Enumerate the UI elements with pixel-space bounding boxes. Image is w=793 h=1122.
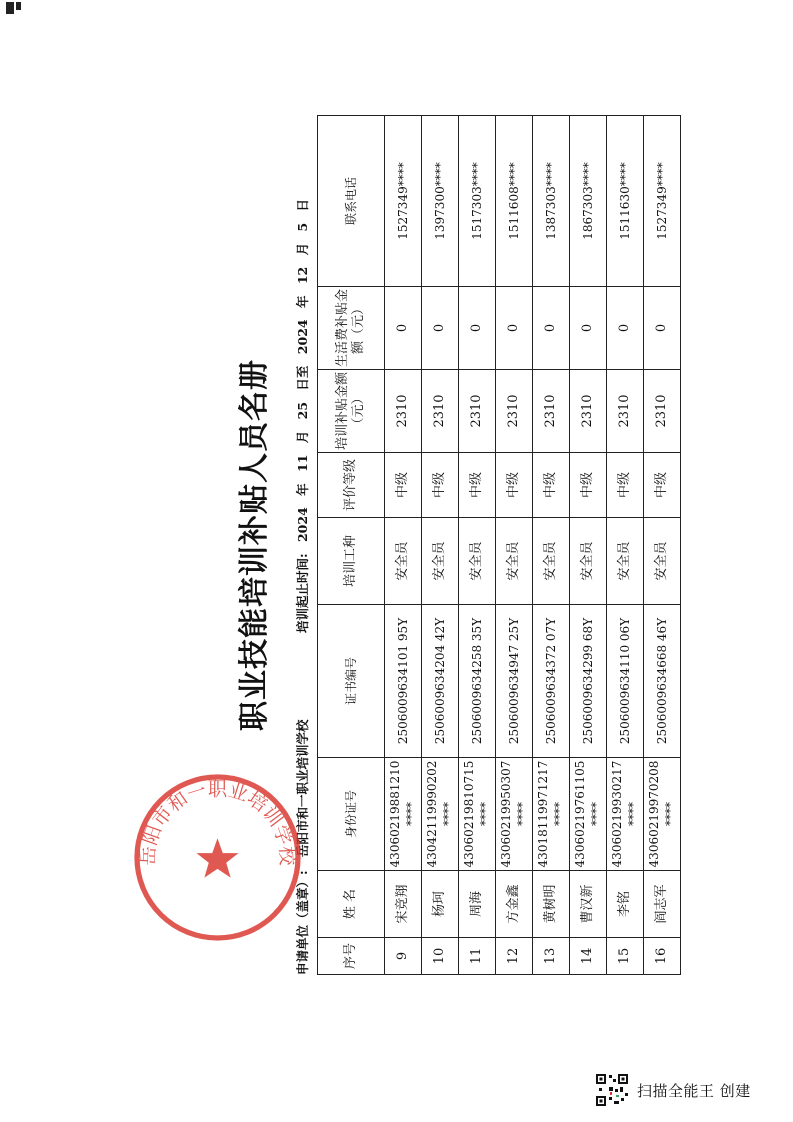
- cell-cert-number: 2506009634110 06Y: [607, 605, 644, 758]
- period-start-month: 11: [295, 454, 310, 472]
- cell-name: 方金鑫: [496, 871, 533, 938]
- cell-living-subsidy: 0: [422, 287, 459, 370]
- cell-training-type: 安全员: [533, 518, 570, 605]
- cell-seq: 15: [607, 938, 644, 975]
- table-row: [496, 116, 533, 975]
- cell-cert-number: 2506009634372 07Y: [533, 605, 570, 758]
- cell-level: 中级: [607, 453, 644, 518]
- header-cert-number: 证书编号: [318, 605, 385, 758]
- official-seal: [130, 770, 305, 945]
- cell-level: 中级: [496, 453, 533, 518]
- training-period: [293, 192, 311, 633]
- cell-id-number: 43060219881210****: [385, 758, 422, 871]
- cell-training-type: 安全员: [459, 518, 496, 605]
- cell-living-subsidy: 0: [533, 287, 570, 370]
- cell-living-subsidy: 0: [385, 287, 422, 370]
- cell-id-number: 43060219810715****: [459, 758, 496, 871]
- cell-phone: 1527349****: [644, 116, 681, 287]
- cell-training-type: 安全员: [570, 518, 607, 605]
- cell-training-subsidy: 2310: [607, 370, 644, 453]
- cell-level: 中级: [570, 453, 607, 518]
- cell-living-subsidy: 0: [607, 287, 644, 370]
- period-end-day: 5: [295, 222, 310, 232]
- cell-cert-number: 2506009634947 25Y: [496, 605, 533, 758]
- header-seq: 序号: [318, 938, 385, 975]
- cell-training-subsidy: 2310: [385, 370, 422, 453]
- cell-level: 中级: [644, 453, 681, 518]
- cell-id-number: 43060219930217****: [607, 758, 644, 871]
- seal-text: 岳阳市和一职业培训学校: [136, 777, 299, 866]
- cell-seq: 11: [459, 938, 496, 975]
- cell-name: 阎志军: [644, 871, 681, 938]
- cell-training-subsidy: 2310: [533, 370, 570, 453]
- document-sheet: [225, 115, 793, 975]
- cell-training-subsidy: 2310: [422, 370, 459, 453]
- year-word: 年: [295, 483, 310, 496]
- period-start-year: 2024: [295, 507, 310, 543]
- cell-training-type: 安全员: [607, 518, 644, 605]
- applicant-value: 岳阳市和一职业培训学校: [295, 719, 310, 857]
- period-end-month: 12: [295, 266, 310, 285]
- cell-level: 中级: [533, 453, 570, 518]
- cell-cert-number: 2506009634668 46Y: [644, 605, 681, 758]
- cell-level: 中级: [459, 453, 496, 518]
- cell-training-subsidy: 2310: [496, 370, 533, 453]
- cell-phone: 1387303****: [533, 116, 570, 287]
- table-row: [459, 116, 496, 975]
- cell-phone: 1517303****: [459, 116, 496, 287]
- table-row: [607, 116, 644, 975]
- header-name: 姓 名: [318, 871, 385, 938]
- cell-name: 周海: [459, 871, 496, 938]
- header-training-subsidy: 培训补贴金额（元）: [318, 370, 385, 453]
- header-training-type: 培训工种: [318, 518, 385, 605]
- cell-name: 黄树明: [533, 871, 570, 938]
- cell-name: 李铭: [607, 871, 644, 938]
- day-word: 日: [295, 198, 310, 212]
- cell-name: 宋竞翔: [385, 871, 422, 938]
- cell-id-number: 43042119990202****: [422, 758, 459, 871]
- cell-training-subsidy: 2310: [570, 370, 607, 453]
- cell-living-subsidy: 0: [459, 287, 496, 370]
- table-row: [570, 116, 607, 975]
- month-word: 月: [295, 430, 310, 444]
- header-living-subsidy: 生活费补贴金额（元）: [318, 287, 385, 370]
- cell-seq: 16: [644, 938, 681, 975]
- header-level: 评价等级: [318, 453, 385, 518]
- cell-seq: 14: [570, 938, 607, 975]
- table-row: [385, 116, 422, 975]
- document-title: 职业技能培训补贴人员名册: [237, 359, 272, 731]
- qr-code-icon: [595, 1073, 629, 1107]
- cell-training-type: 安全员: [385, 518, 422, 605]
- month-word: 月: [295, 242, 310, 256]
- cell-phone: 1397300****: [422, 116, 459, 287]
- cell-seq: 12: [496, 938, 533, 975]
- cell-cert-number: 2506009634204 42Y: [422, 605, 459, 758]
- period-start-day: 25: [295, 401, 310, 420]
- cell-name: 曹汉新: [570, 871, 607, 938]
- cell-phone: 1527349****: [385, 116, 422, 287]
- cell-id-number: 43018119971217****: [533, 758, 570, 871]
- cell-cert-number: 2506009634299 68Y: [570, 605, 607, 758]
- cell-phone: 1511608****: [496, 116, 533, 287]
- period-label: 培训起止时间:: [295, 553, 310, 633]
- cell-training-subsidy: 2310: [459, 370, 496, 453]
- cell-id-number: 43060219950307****: [496, 758, 533, 871]
- cell-training-type: 安全员: [496, 518, 533, 605]
- scanner-footer: [595, 1072, 751, 1108]
- cell-level: 中级: [422, 453, 459, 518]
- table-row: [533, 116, 570, 975]
- subsidy-roster-table: [317, 115, 681, 975]
- cell-cert-number: 2506009634258 35Y: [459, 605, 496, 758]
- header-id-number: 身份证号: [318, 758, 385, 871]
- cell-seq: 13: [533, 938, 570, 975]
- cell-living-subsidy: 0: [644, 287, 681, 370]
- cell-level: 中级: [385, 453, 422, 518]
- header-phone: 联系电话: [318, 116, 385, 287]
- cell-cert-number: 2506009634101 95Y: [385, 605, 422, 758]
- period-end-year: 2024: [295, 319, 310, 355]
- cell-name: 杨珂: [422, 871, 459, 938]
- cell-living-subsidy: 0: [570, 287, 607, 370]
- cell-seq: 9: [385, 938, 422, 975]
- table-row: [422, 116, 459, 975]
- applicant-label: 申请单位（盖章）:: [295, 870, 310, 975]
- scanner-app-text: 扫描全能王 创建: [637, 1081, 751, 1100]
- seal-star-icon: [197, 838, 239, 877]
- cell-living-subsidy: 0: [496, 287, 533, 370]
- cell-training-type: 安全员: [644, 518, 681, 605]
- day-to-word: 日至: [295, 365, 310, 391]
- cell-phone: 1511630****: [607, 116, 644, 287]
- cell-id-number: 43060219970208****: [644, 758, 681, 871]
- year-word: 年: [295, 295, 310, 309]
- cell-seq: 10: [422, 938, 459, 975]
- table-row: [644, 116, 681, 975]
- cell-training-type: 安全员: [422, 518, 459, 605]
- scan-corner-mark: [6, 2, 14, 14]
- table-body: [385, 116, 681, 975]
- table-header-row: [318, 116, 385, 975]
- cell-phone: 1867303****: [570, 116, 607, 287]
- cell-training-subsidy: 2310: [644, 370, 681, 453]
- cell-id-number: 43060219761105****: [570, 758, 607, 871]
- scan-corner-mark: [16, 2, 21, 10]
